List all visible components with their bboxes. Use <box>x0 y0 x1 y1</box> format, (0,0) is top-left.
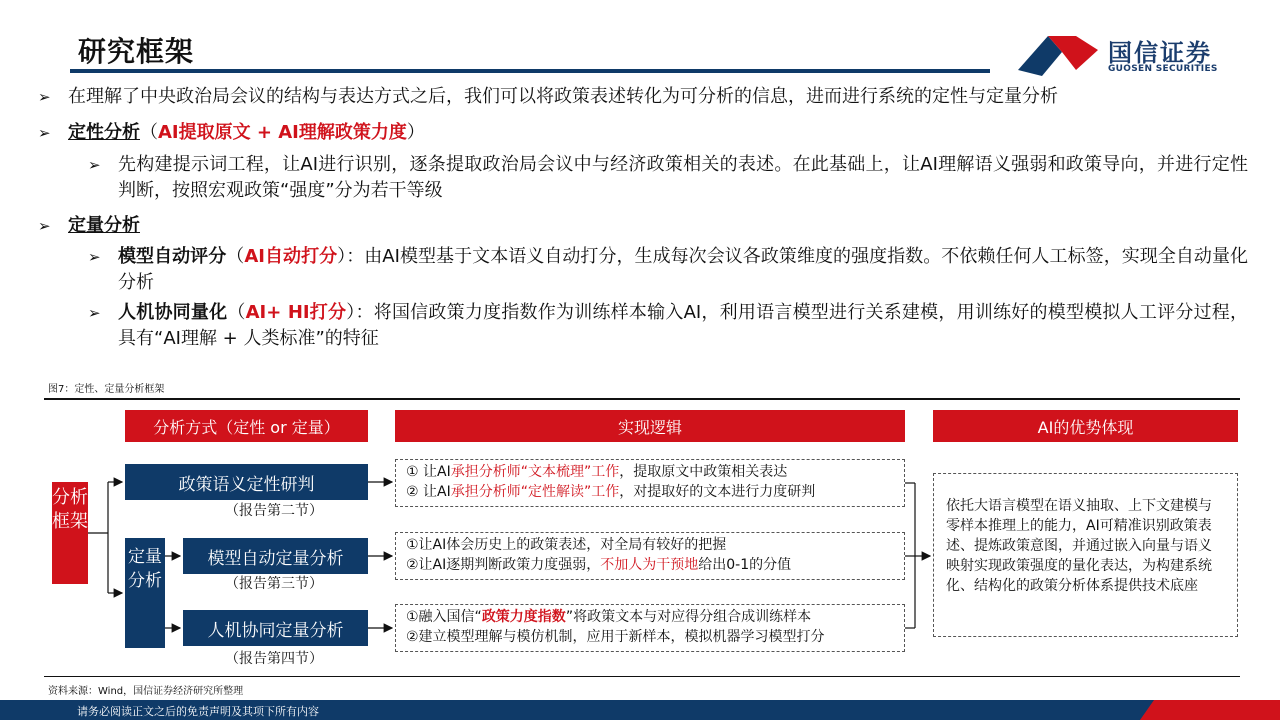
logic-highlight: 不加人为干预地 <box>600 557 699 573</box>
logic-line <box>406 555 894 575</box>
arrow-bullet-icon: ➢ <box>88 156 101 174</box>
logic-text: ① 让AI <box>406 464 451 480</box>
logic-highlight: 承担分析师“文本梳理”工作 <box>450 464 620 480</box>
column-header-logic: 实现逻辑 <box>395 410 905 442</box>
method-human-machine-section: （报告第四节） <box>225 651 323 667</box>
bullet-quantitative-text <box>68 213 140 239</box>
paren-open: （ <box>226 246 245 267</box>
root-framework-box: 分析框架 <box>52 482 88 584</box>
logic-line: ②建立模型理解与模仿机制，应用于新样本，模拟机器学习模型打分 <box>406 629 825 645</box>
paren-close: ） <box>346 302 356 323</box>
auto-scoring-body: ：由AI模型基于文本语义自动打分，生成每次会议各政策维度的强度指数。不依赖任何人工标签，实现全自动量化分析 <box>118 246 1248 293</box>
bullet-qualitative-text <box>68 120 425 146</box>
arrow-bullet-icon: ➢ <box>38 88 51 106</box>
figure-top-rule <box>44 398 1240 400</box>
human-machine-heading: 人机协同量化 <box>118 302 228 323</box>
column-header-advantage: AI的优势体现 <box>933 410 1238 442</box>
logic-box-qualitative <box>395 459 905 507</box>
logic-text: ，对提取好的文本进行力度研判 <box>619 484 816 500</box>
footer-bar <box>0 700 1280 720</box>
arrow-bullet-icon: ➢ <box>38 217 51 235</box>
bullet-human-machine-text <box>118 300 1248 352</box>
logic-text: ”将政策文本与对应得分组合成训练样本 <box>565 609 812 625</box>
guosen-logo-icon <box>1018 30 1098 76</box>
paren-close: ） <box>337 246 347 267</box>
logo-text-en: GUOSEN SECURITIES <box>1108 64 1218 74</box>
logic-text: ②让AI逐期判断政策力度强弱， <box>406 557 601 573</box>
arrow-bullet-icon: ➢ <box>88 304 101 322</box>
arrow-bullet-icon: ➢ <box>88 248 101 266</box>
logic-line <box>406 607 894 627</box>
logic-highlight: 承担分析师“定性解读”工作 <box>450 484 620 500</box>
qualitative-highlight: AI提取原文 + AI理解政策力度 <box>158 122 407 143</box>
logic-text: 给出0-1的分值 <box>698 557 792 573</box>
footer-accent <box>1140 700 1280 720</box>
logic-line <box>406 462 894 482</box>
figure-caption: 图7：定性、定量分析框架 <box>48 384 165 395</box>
method-qualitative-section: （报告第二节） <box>225 503 323 519</box>
logic-text: ，提取原文中政策相关表达 <box>619 464 788 480</box>
paren-open: （ <box>140 122 158 143</box>
method-qualitative-box: 政策语义定性研判 <box>125 464 368 500</box>
figure-bottom-rule <box>44 676 1240 677</box>
paren-close: ） <box>406 122 425 143</box>
human-machine-body: ：将国信政策力度指数作为训练样本输入AI，利用语言模型进行关系建模，用训练好的模型模拟人工评分过程，具有“AI理解 + 人类标准”的特征 <box>118 302 1249 349</box>
arrow-bullet-icon: ➢ <box>38 124 51 142</box>
quantitative-heading: 定量分析 <box>68 215 140 236</box>
page-title: 研究框架 <box>78 35 195 68</box>
logic-box-human-machine <box>395 604 905 652</box>
bullet-qualitative-detail-text: 先构建提示词工程，让AI进行识别，逐条提取政治局会议中与经济政策相关的表述。在此基础上，让AI理解语义强弱和政策导向，并进行定性判断，按照宏观政策“强度”分为若干等级 <box>118 154 1248 201</box>
footer-disclaimer: 请务必阅读正文之后的免责声明及其项下所有内容 <box>77 705 319 718</box>
logic-line <box>406 482 894 502</box>
column-header-method: 分析方式（定性 or 定量） <box>125 410 368 442</box>
logic-highlight: 政策力度指数 <box>481 609 566 625</box>
qualitative-heading: 定性分析 <box>68 122 140 143</box>
bullet-intro-text: 在理解了中央政治局会议的结构与表达方式之后，我们可以将政策表述转化为可分析的信息，进而进行系统的定性与定量分析 <box>68 86 1058 107</box>
logic-text: ①融入国信“ <box>406 609 482 625</box>
method-auto-quant-box: 模型自动定量分析 <box>183 538 368 574</box>
method-human-machine-box: 人机协同定量分析 <box>183 610 368 646</box>
quantitative-group-box: 定量分析 <box>125 538 165 648</box>
paren-open: （ <box>227 302 246 323</box>
title-underline <box>70 69 990 73</box>
method-auto-quant-section: （报告第三节） <box>225 576 323 592</box>
human-machine-highlight: AI+ HI打分 <box>245 302 347 323</box>
logic-line: ①让AI体会历史上的政策表述，对全局有较好的把握 <box>406 537 727 553</box>
auto-scoring-highlight: AI自动打分 <box>244 246 338 267</box>
logo-text-cn: 国信证券 <box>1108 39 1212 67</box>
logic-box-auto-quant <box>395 532 905 580</box>
figure-source: 资料来源：Wind，国信证券经济研究所整理 <box>48 686 244 697</box>
bullet-auto-scoring-text <box>118 244 1248 296</box>
auto-scoring-heading: 模型自动评分 <box>118 246 227 267</box>
logic-text: ② 让AI <box>406 484 451 500</box>
advantage-box: 依托大语言模型在语义抽取、上下文建模与零样本推理上的能力，AI可精准识别政策表述、提炼政策意图，并通过嵌入向量与语义映射实现政策强度的量化表达，为构建系统化、结构化的政策分析体系提供技术底座 <box>933 473 1238 637</box>
